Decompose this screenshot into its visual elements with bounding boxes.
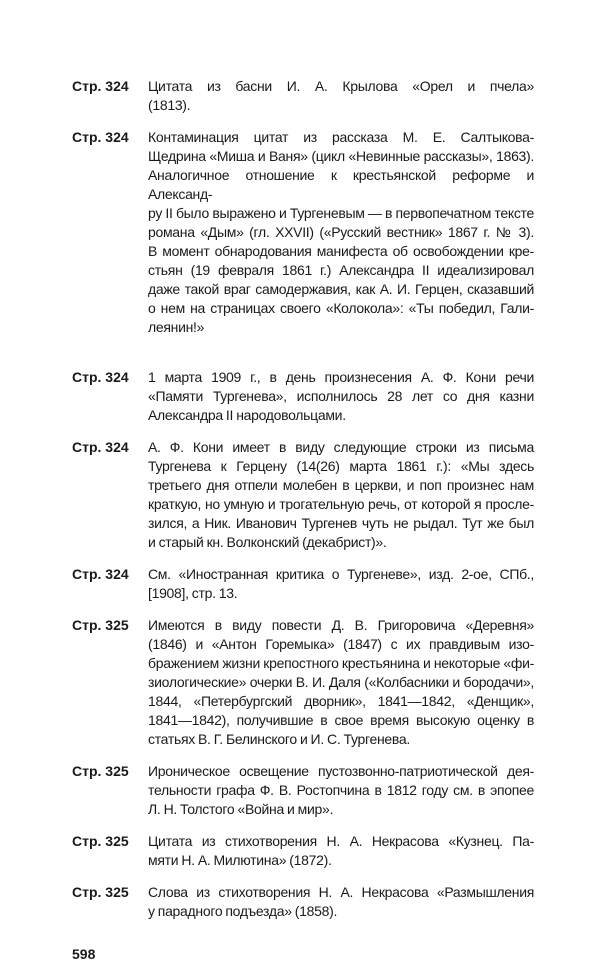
note-entry: [72, 762, 534, 819]
page-reference-label: Стр. 324: [72, 369, 129, 385]
note-text-line: у парадного подъезда» (1858).: [148, 903, 338, 919]
note-text-line: о нем на страницах своего «Колокола»: «Ты победил, Гали-: [148, 300, 534, 316]
note-text-line: Щедрина «Миша и Ваня» (цикл «Невинные рассказы», 1863).: [148, 148, 534, 164]
note-text: [148, 438, 534, 552]
note-text-line: стьян (19 февраля 1861 г.) Александра II идеализировал: [148, 262, 534, 278]
note-text-line: Имеются в виду повести Д. В. Григоровича «Деревня»: [148, 617, 534, 633]
page-reference-label: Стр. 325: [72, 617, 129, 633]
note-text-line: (1846) и «Антон Горемыка» (1847) с их правдивым изо-: [148, 636, 534, 652]
note-text-line: статьях В. Г. Белинского и И. С. Тургенева.: [148, 731, 410, 747]
note-entry: [72, 128, 534, 337]
note-text: [148, 883, 534, 921]
note-text-line: [1908], стр. 13.: [148, 585, 238, 601]
note-text-line: Аналогичное отношение к крестьянской реформе и Александ-: [148, 167, 534, 202]
note-text-line: Л. Н. Толстого «Война и мир».: [148, 801, 334, 817]
note-entry: [72, 77, 534, 115]
note-text-line: ру II было выражено и Тургеневым — в первопечатном тексте: [148, 205, 534, 221]
note-text: [148, 128, 534, 337]
note-text-line: бражением жизни крепостного крестьянина и некоторые «фи-: [148, 655, 534, 671]
note-text-line: романа «Дым» (гл. XXVII) («Русский вестник» 1867 г. № 3).: [148, 224, 534, 240]
page-reference-label: Стр. 325: [72, 763, 129, 779]
note-text: [148, 565, 534, 603]
note-text-line: Александра II народовольцами.: [148, 407, 346, 423]
page-number: 598: [72, 946, 96, 962]
note-text-line: См. «Иностранная критика о Тургеневе», изд. 2-ое, СПб.,: [148, 566, 534, 582]
note-text-line: и старый кн. Волконский (декабрист)».: [148, 534, 387, 550]
page-reference-label: Стр. 325: [72, 884, 129, 900]
note-entry: [72, 616, 534, 749]
note-text: [148, 616, 534, 749]
note-text-line: 1 марта 1909 г., в день произнесения А. Ф. Кони речи: [148, 369, 534, 385]
page-reference-label: Стр. 324: [72, 129, 129, 145]
note-text-line: 1841—1842), получившие в свое время высокую оценку в: [148, 712, 534, 728]
note-text-line: даже такой враг самодержавия, как А. И. Герцен, сказавший: [148, 281, 534, 297]
note-entry: [72, 832, 534, 870]
note-text: [148, 77, 534, 115]
note-text-line: Слова из стихотворения Н. А. Некрасова «Размышления: [148, 884, 534, 900]
note-text-line: тельности графа Ф. В. Ростопчина в 1812 году см. в эпопее: [148, 782, 534, 798]
note-text-line: краткую, но умную и трогательную речь, от которой я просле-: [148, 496, 534, 512]
note-text-line: 1844, «Петербургский дворник», 1841—1842, «Денщик»,: [148, 693, 534, 709]
page-reference-label: Стр. 324: [72, 78, 129, 94]
note-text-line: В момент обнародования манифеста об освобождении кре-: [148, 243, 534, 259]
note-text-line: (1813).: [148, 97, 191, 113]
note-text-line: Цитата из стихотворения Н. А. Некрасова «Кузнец. Па-: [148, 833, 534, 849]
note-text-line: зиологические» очерки В. И. Даля («Колбасники и бородачи»,: [148, 674, 534, 690]
note-text-line: третьего дня отпели молебен в церкви, и поп произнес нам: [148, 477, 534, 493]
note-entry: [72, 438, 534, 552]
note-entry: [72, 565, 534, 603]
note-text-line: Ироническое освещение пустозвонно-патриотической дея-: [148, 763, 534, 779]
note-text-line: зился, а Ник. Иванович Тургенев чуть не рыдал. Тут же был: [148, 515, 534, 531]
note-text-line: леянин!»: [148, 319, 205, 335]
note-text-line: А. Ф. Кони имеет в виду следующие строки из письма: [148, 439, 534, 455]
note-text: [148, 832, 534, 870]
note-text-line: мяти Н. А. Милютина» (1872).: [148, 852, 332, 868]
note-text: [148, 368, 534, 425]
note-entry: [72, 883, 534, 921]
note-text-line: Контаминация цитат из рассказа М. Е. Салтыкова-: [148, 129, 534, 145]
page-reference-label: Стр. 325: [72, 833, 129, 849]
note-text-line: Тургенева к Герцену (14(26) марта 1861 г.): «Мы здесь: [148, 458, 534, 474]
page-reference-label: Стр. 324: [72, 566, 129, 582]
note-text: [148, 762, 534, 819]
note-text-line: Цитата из басни И. А. Крылова «Орел и пчела»: [148, 78, 534, 94]
note-text-line: «Памяти Тургенева», исполнилось 28 лет со дня казни: [148, 388, 534, 404]
page-reference-label: Стр. 324: [72, 439, 129, 455]
note-entry: [72, 368, 534, 425]
